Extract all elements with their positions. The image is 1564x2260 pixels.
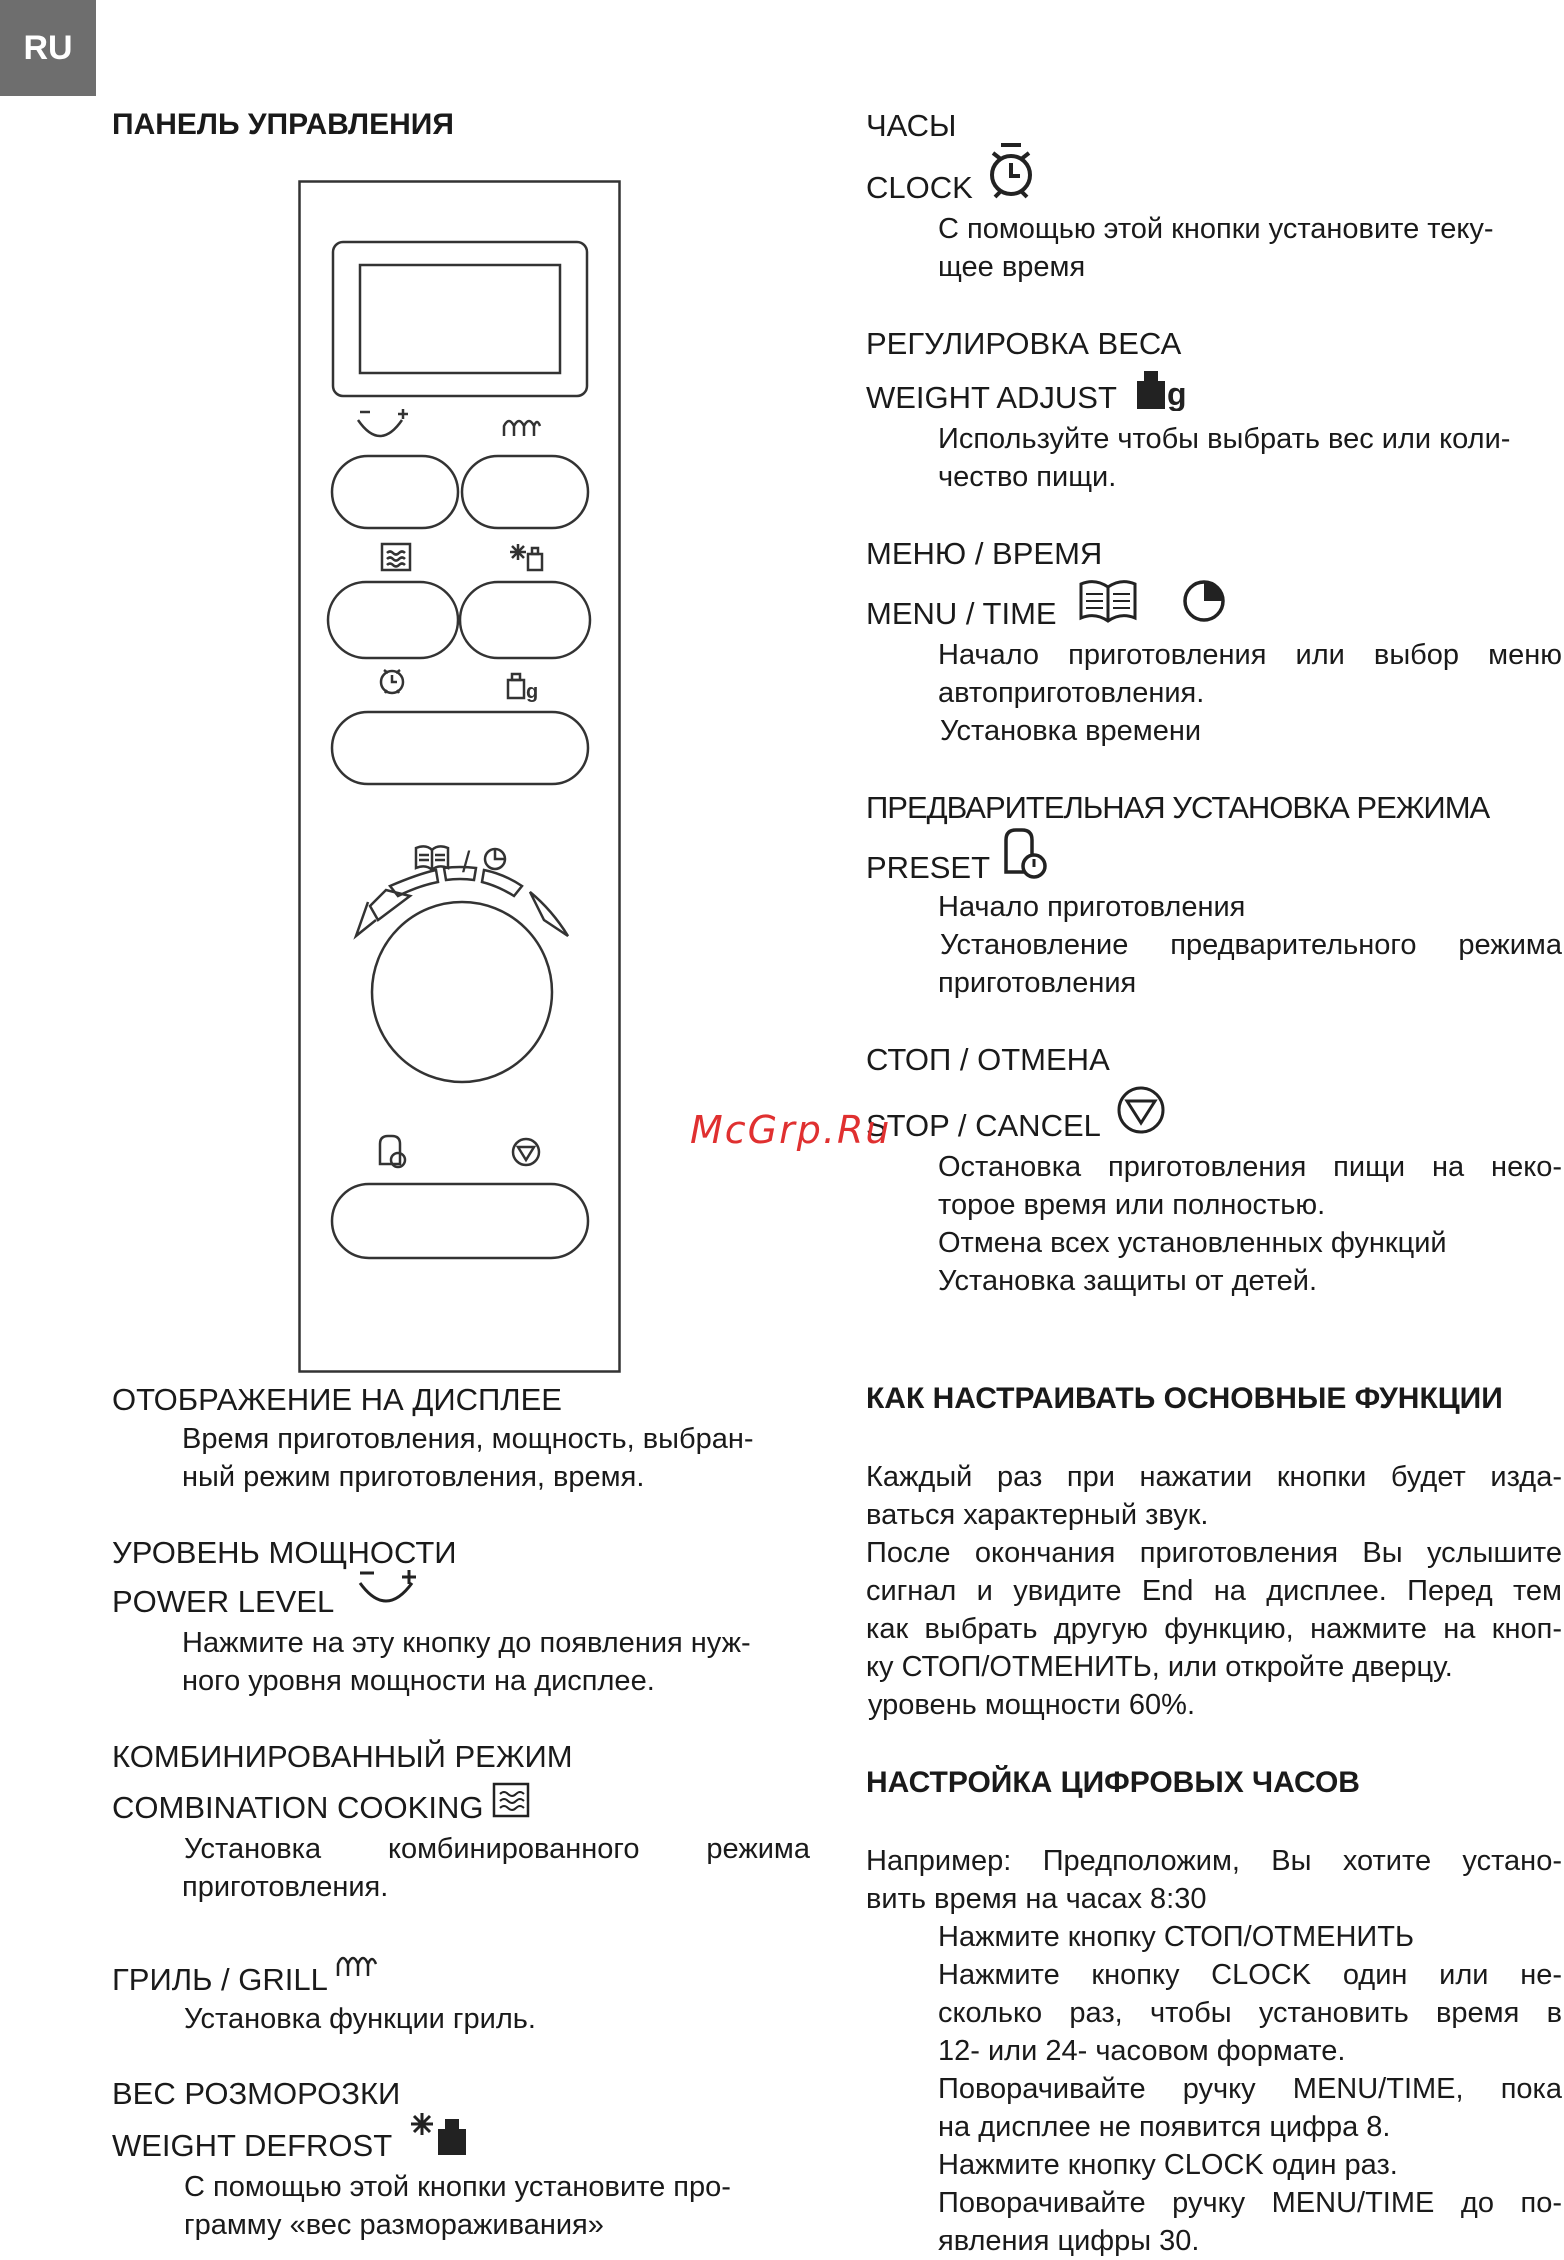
preset-title-ru: ПРЕДВАРИТЕЛЬНАЯ УСТАНОВКА РЕЖИМА (866, 790, 1490, 825)
preset-text-3: приготовления (938, 967, 1137, 999)
stop-text-2: торое время или полностью. (938, 1189, 1326, 1221)
grill-title: ГРИЛЬ / GRILL (112, 1962, 379, 1998)
preset-text-2: Установление предварительного режима (940, 929, 1562, 961)
weight-adjust-icon (508, 674, 538, 703)
combination-icon (492, 1782, 530, 1818)
combi-text-2: приготовления. (182, 1871, 389, 1903)
basics-l2: ваться характерный звук. (866, 1499, 1209, 1531)
defrost-text-2: грамму «вес размораживания» (184, 2209, 604, 2241)
basics-l1: Каждый раз при нажатии кнопки будет изда- (866, 1461, 1562, 1493)
stop-icon (1116, 1085, 1166, 1135)
dc-s1: Нажмите кнопку СТОП/ОТМЕНИТЬ (938, 1921, 1415, 1953)
power-level-button (332, 456, 458, 528)
preset-title-en: PRESET (866, 850, 1050, 886)
svg-text:g: g (1166, 375, 1187, 411)
combination-icon (382, 544, 410, 570)
grill-icon (335, 1954, 379, 1980)
basics-l5: как выбрать другую функцию, нажмите на кноп- (866, 1613, 1562, 1645)
dc-s2c: 12- или 24- часовом формате. (938, 2035, 1346, 2067)
clock-text-2: щее время (938, 251, 1086, 283)
weight-adjust-icon (1135, 367, 1193, 411)
combi-title-en: COMBINATION COOKING (112, 1790, 530, 1826)
weight-defrost-icon (510, 544, 542, 570)
menu-text-2: автоприготовления. (938, 677, 1205, 709)
dc-l1: Например: Предположим, Вы хотите устано- (866, 1845, 1562, 1877)
display-text-2: ный режим приготовления, время. (182, 1461, 645, 1493)
timer-icon (485, 849, 505, 869)
preset-text-1: Начало приготовления (938, 891, 1246, 923)
power-title-ru: УРОВЕНЬ МОЩНОСТИ (112, 1535, 457, 1570)
dc-s5a: Поворачивайте ручку MENU/TIME до по- (938, 2187, 1562, 2219)
preset-stop-button (332, 1184, 588, 1258)
power-text-1: Нажмите на эту кнопку до появления нуж- (182, 1627, 751, 1659)
menu-title-en: MENU / TIME (866, 596, 1226, 632)
power-level-icon (358, 409, 408, 436)
combination-button (328, 582, 458, 658)
preset-icon (1002, 826, 1050, 880)
stop-title-ru: СТОП / ОТМЕНА (866, 1042, 1110, 1077)
dc-s2b: сколько раз, чтобы установить время в (938, 1997, 1562, 2029)
weight-text-2: чество пищи. (938, 461, 1117, 493)
display-text-1: Время приготовления, мощность, выбран- (182, 1423, 754, 1455)
weight-defrost-icon (410, 2111, 472, 2159)
basics-l3: После окончания приготовления Вы услышите (866, 1537, 1562, 1569)
svg-text:g: g (526, 681, 539, 703)
dc-s5b: явления цифры 30. (938, 2225, 1200, 2257)
menu-book-icon (416, 846, 448, 870)
stop-title-en: STOP / CANCEL (866, 1108, 1166, 1144)
grill-text-1: Установка функции гриль. (184, 2003, 536, 2035)
basics-l4: сигнал и увидите End на дисплее. Перед тем (866, 1575, 1562, 1607)
clock-icon (381, 670, 403, 693)
timer-icon (1182, 579, 1226, 623)
defrost-title-ru: ВЕС РОЗМОРОЗКИ (112, 2076, 401, 2111)
clock-title-ru: ЧАСЫ (866, 108, 957, 143)
watermark: McGrp.Ru (690, 1108, 892, 1152)
clock-title-en: CLOCK (866, 170, 1039, 206)
clock-weight-button (332, 712, 588, 784)
weight-text-1: Используйте чтобы выбрать вес или коли- (938, 423, 1511, 455)
dc-s2a: Нажмите кнопку CLOCK один или не- (938, 1959, 1562, 1991)
grill-icon (504, 421, 540, 436)
dc-s3a: Поворачивайте ручку MENU/TIME, пока (938, 2073, 1562, 2105)
combi-text-1: Установка комбинированного режима (184, 1833, 810, 1865)
stop-text-3: Отмена всех установленных функций (938, 1227, 1447, 1259)
clock-text-1: С помощью этой кнопки установите теку- (938, 213, 1494, 245)
display-title: ОТОБРАЖЕНИЕ НА ДИСПЛЕЕ (112, 1382, 562, 1417)
grill-button (462, 456, 588, 528)
basics-l6: ку СТОП/ОТМЕНИТЬ, или откройте дверцу. (866, 1651, 1453, 1683)
power-level-icon (356, 1569, 420, 1613)
weight-defrost-button (460, 582, 590, 658)
dial-separator: / (462, 846, 471, 879)
stop-text-1: Остановка приготовления пищи на неко- (938, 1151, 1562, 1183)
power-text-2: ного уровня мощности на дисплее. (182, 1665, 655, 1697)
menu-text-1: Начало приготовления или выбор меню (938, 639, 1562, 671)
control-panel-diagram (298, 180, 622, 1374)
dc-s3b: на дисплее не появится цифра 8. (938, 2111, 1391, 2143)
menu-title-ru: МЕНЮ / ВРЕМЯ (866, 536, 1103, 571)
clock-icon (983, 141, 1039, 203)
defrost-text-1: С помощью этой кнопки установите про- (184, 2171, 731, 2203)
power-title-en: POWER LEVEL (112, 1584, 420, 1620)
menu-time-dial[interactable] (372, 902, 552, 1082)
menu-book-icon (1079, 578, 1139, 624)
basics-heading: КАК НАСТРАИВАТЬ ОСНОВНЫЕ ФУНКЦИИ (866, 1382, 1503, 1415)
digital-clock-heading: НАСТРОЙКА ЦИФРОВЫХ ЧАСОВ (866, 1766, 1360, 1799)
display-screen (360, 265, 560, 373)
language-tab: RU (0, 0, 96, 96)
weight-title-ru: РЕГУЛИРОВКА ВЕСА (866, 326, 1182, 361)
basics-l7: уровень мощности 60%. (868, 1689, 1196, 1721)
dc-s4: Нажмите кнопку CLOCK один раз. (938, 2149, 1398, 2181)
panel-heading: ПАНЕЛЬ УПРАВЛЕНИЯ (112, 108, 454, 141)
dc-l2: вить время на часах 8:30 (866, 1883, 1207, 1915)
stop-text-4: Установка защиты от детей. (938, 1265, 1318, 1297)
defrost-title-en: WEIGHT DEFROST (112, 2128, 472, 2164)
stop-icon (513, 1139, 539, 1165)
combi-title-ru: КОМБИНИРОВАННЫЙ РЕЖИМ (112, 1739, 573, 1774)
weight-title-en: WEIGHT ADJUST g (866, 380, 1193, 416)
preset-icon (380, 1136, 405, 1167)
menu-text-3: Установка времени (940, 715, 1202, 747)
